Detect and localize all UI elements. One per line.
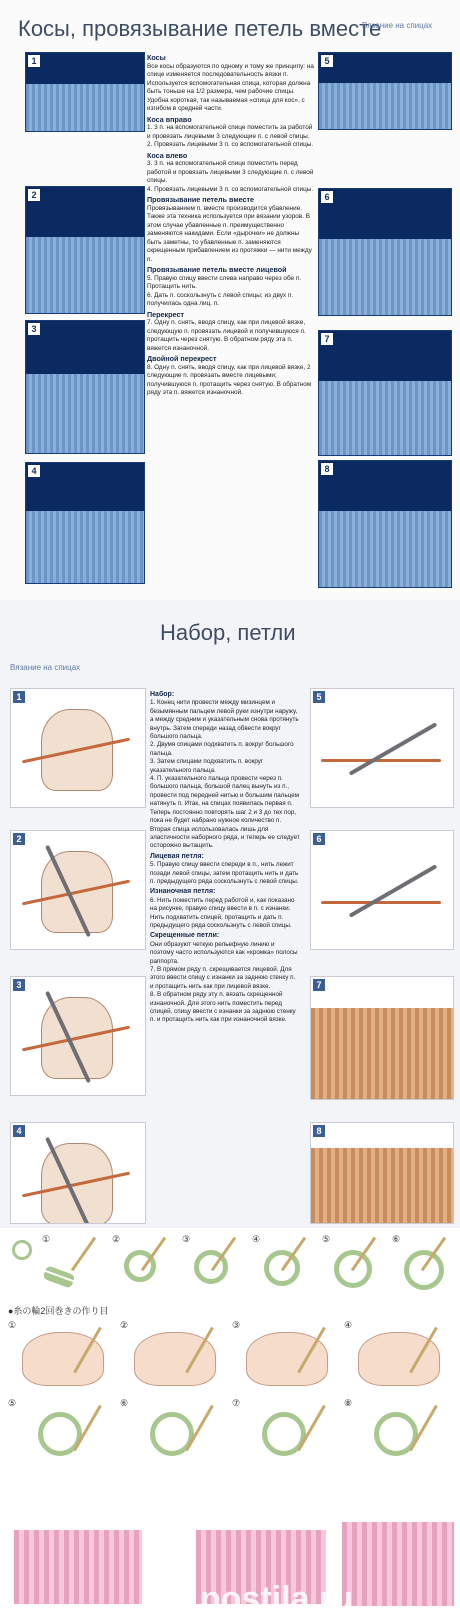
instruction-paragraph: 1. 3 п. на вспомогательной спице поместить за работой и провязать лицевыми 3 следующие п. с левой спицы. xyxy=(147,124,313,140)
cast-on-panel-1 xyxy=(10,688,146,808)
instruction-paragraph: Они образуют четкую рельефную линию и поэтому часто используются как «кромка» полосы раппорта. xyxy=(150,940,298,965)
panel-number: 2 xyxy=(28,189,40,201)
instruction-paragraph: 2. Провязать лицевыми 3 п. со вспомогательной спицы. xyxy=(147,141,314,148)
instruction-heading: Провязывание петель вместе xyxy=(147,195,255,204)
instruction-heading: Коса влево xyxy=(147,150,188,160)
knit-fabric xyxy=(311,1008,453,1100)
step-number: ⑦ xyxy=(232,1398,241,1408)
stitch-panel-7 xyxy=(310,976,454,1100)
step-number: ⑤ xyxy=(8,1398,17,1408)
step-number: ① xyxy=(8,1320,17,1330)
knit-fabric xyxy=(319,239,451,315)
instruction-paragraph: 4. Провязать лицевыми 3 п. со вспомогательной спицы. xyxy=(147,185,314,193)
instruction-heading: Провязывание петель вместе лицевой xyxy=(147,265,287,274)
yarn xyxy=(321,901,441,904)
section-label-2: Вязание на спицах xyxy=(10,663,81,672)
instructions-text-2 xyxy=(150,689,300,1025)
instruction-paragraph: 3. 3 п. на вспомогательной спице поместить перед работой и провязать лицевыми 3 следующие п. с левой спицы. xyxy=(147,160,314,184)
page-title-2: Набор, петли xyxy=(160,620,296,645)
braid-panel-4 xyxy=(25,462,145,584)
panel-number: 2 xyxy=(13,833,25,845)
panel-number: 3 xyxy=(13,979,25,991)
instruction-paragraph: 7. В прямом ряду п. скрещивается лицевой. Для этого ввести спицу с изнанки за заднюю стенку п. и протащить нить как при лицевой вязке. xyxy=(150,966,296,990)
panel-number: 4 xyxy=(13,1125,25,1137)
step-number: ④ xyxy=(344,1320,353,1330)
stitch-panel-8 xyxy=(310,1122,454,1224)
instruction-heading: Двойной перекрест xyxy=(147,354,217,363)
instruction-heading: Лицевая петля: xyxy=(150,852,204,860)
panel-number: 8 xyxy=(313,1125,325,1137)
instruction-paragraph: 7. Одну п. снять, вводя спицу, как при лицевой вязке, следующую п. провязать лицевой и получившуюся п. протащить через снятую. В обратном ряду эта п. вяжется изнаночной. xyxy=(147,319,306,352)
instruction-paragraph: 2. Двумя спицами подхватить п. вокруг большого пальца. xyxy=(150,741,294,757)
stitch-panel-5 xyxy=(310,688,454,808)
instruction-paragraph: 8. Одну п. снять, вводя спицу, как при лицевой вязке, 2 следующие п. провязать вместе лицевыми; получившуюся п. протащить через снятую. В обратном ряду эта п. вяжется изнаночной. xyxy=(147,363,312,396)
panel-number: 8 xyxy=(321,463,333,475)
step-number: ③ xyxy=(182,1234,191,1244)
pink-swatch-1 xyxy=(14,1530,142,1604)
instruction-heading: Скрещенные петли: xyxy=(150,932,220,940)
cast-on-panel-3 xyxy=(10,976,146,1096)
crochet-subtitle: ●糸の輪2回巻きの作り目 xyxy=(8,1306,109,1316)
panel-number: 1 xyxy=(28,55,40,67)
panel-number: 7 xyxy=(321,333,333,345)
braid-panel-2 xyxy=(25,186,145,314)
instruction-paragraph: 5. Правую спицу ввести спереди в п., нить лежит позади левой спицы, затем протащить нить и дать п. предыдущего ряда соскользнуть с левой спицы. xyxy=(150,861,299,885)
instruction-paragraph: 4. П. указательного пальца провести через п. большого пальца, большой палец вынуть из п., провести под передней нитью и большим пальцем натянуть п. Итак, на спицах появилась первая п. Теперь постоянно повторять шаг 2 и 3 до тех пор, пока не будет набрано нужное количество п. Вторая спица использовалась лишь для эластичности наборного ряда, и теперь ее следует осторожно вытащить. xyxy=(150,775,300,850)
instruction-heading: Перекрест xyxy=(147,309,184,319)
step-number: ⑤ xyxy=(322,1234,331,1244)
instruction-paragraph: Провязыванием п. вместе производится убавление. Также эта техника используется при вязании узоров. В этом случае убавленные п. преимущественно заменяются накидами. Если «дырочки» не должны быть заметны, то убавленные п. заменяются скрещенным прибавлением из протяжки — нити между п. xyxy=(147,204,312,263)
step-number: ⑥ xyxy=(392,1234,401,1244)
step-number: ③ xyxy=(232,1320,241,1330)
braid-panel-7 xyxy=(318,330,452,456)
instruction-heading: Косы xyxy=(147,53,166,62)
knit-fabric xyxy=(26,374,144,453)
braid-panel-5 xyxy=(318,52,452,130)
step-number: ⑧ xyxy=(344,1398,353,1408)
instruction-heading: Изнаночная петля: xyxy=(150,888,216,896)
instruction-paragraph: 5. Правую спицу ввести слева направо через обе п. Протащить нить. xyxy=(147,274,302,290)
yarn xyxy=(321,759,441,762)
cast-on-panel-2 xyxy=(10,830,146,950)
cast-on-panel-4 xyxy=(10,1122,146,1224)
watermark: postila.ru xyxy=(200,1580,354,1618)
stitch-panel-6 xyxy=(310,830,454,950)
knit-fabric xyxy=(319,83,451,129)
instruction-heading: Набор: xyxy=(150,691,175,698)
knit-fabric xyxy=(319,381,451,455)
braid-panel-8 xyxy=(318,460,452,588)
braid-panel-6 xyxy=(318,188,452,316)
ring-icon xyxy=(12,1240,32,1260)
instruction-paragraph: 1. Конец нити провести между мизинцем и безымянным пальцем левой руки изнутри наружу, а между средним и указательным снова протянуть внутрь. Затем спереди назад обвести вокруг большого пальца. xyxy=(150,699,299,741)
panel-number: 7 xyxy=(313,979,325,991)
braid-panel-1 xyxy=(25,52,145,132)
knit-fabric xyxy=(311,1148,453,1223)
instruction-paragraph: 6. Дать п. соскользнуть с левой спицы; из двух п. получилась одна лиц. п. xyxy=(147,291,294,307)
panel-number: 5 xyxy=(321,55,333,67)
panel-number: 1 xyxy=(13,691,25,703)
braid-panel-3 xyxy=(25,320,145,454)
step-number: ⑥ xyxy=(120,1398,129,1408)
step-number: ④ xyxy=(252,1234,261,1244)
knit-fabric xyxy=(26,511,144,583)
instruction-paragraph: 8. В обратном ряду эту п. вязать скрещенной изнаночной. Для этого нить поместить перед спицей, спицу ввести с изнанки за заднюю стенку п. и протащить нить как при изнаночной вязке. xyxy=(150,991,296,1024)
panel-number: 6 xyxy=(313,833,325,845)
instruction-paragraph: 6. Нить поместить перед работой и, как показано на рисунке, правую спицу ввести в п. с изнанки. Нить подхватить спицей, протащить и дать п. предыдущего ряда соскользнуть с левой спицы. xyxy=(150,896,295,929)
instruction-paragraph: Все косы образуются по одному и тому же принципу: на спице изменяется последовательность вязки п. Используется вспомогательная спица, которая должна быть тоньше на 1/2 размера, чем рабочие спицы. Удобна короткая, так называемая «спица для кос», с изгибом в средней части. xyxy=(147,62,314,112)
knit-fabric xyxy=(26,84,144,131)
needle xyxy=(349,722,438,775)
panel-number: 4 xyxy=(28,465,40,477)
knit-fabric xyxy=(319,511,451,587)
step-number: ① xyxy=(42,1234,51,1244)
panel-number: 6 xyxy=(321,191,333,203)
instruction-paragraph: 3. Затем спицами подхватить п. вокруг указательного пальца. xyxy=(150,758,264,774)
section-label: Вязание на спицах xyxy=(362,21,433,30)
instruction-heading: Коса вправо xyxy=(147,114,192,124)
knit-fabric xyxy=(26,237,144,313)
panel-number: 3 xyxy=(28,323,40,335)
instructions-text xyxy=(147,52,315,398)
step-number: ② xyxy=(112,1234,121,1244)
panel-number: 5 xyxy=(313,691,325,703)
pink-swatch-3 xyxy=(342,1522,454,1606)
step-number: ② xyxy=(120,1320,129,1330)
needle xyxy=(349,864,438,917)
page-title: Косы, провязывание петель вместе xyxy=(18,16,382,41)
